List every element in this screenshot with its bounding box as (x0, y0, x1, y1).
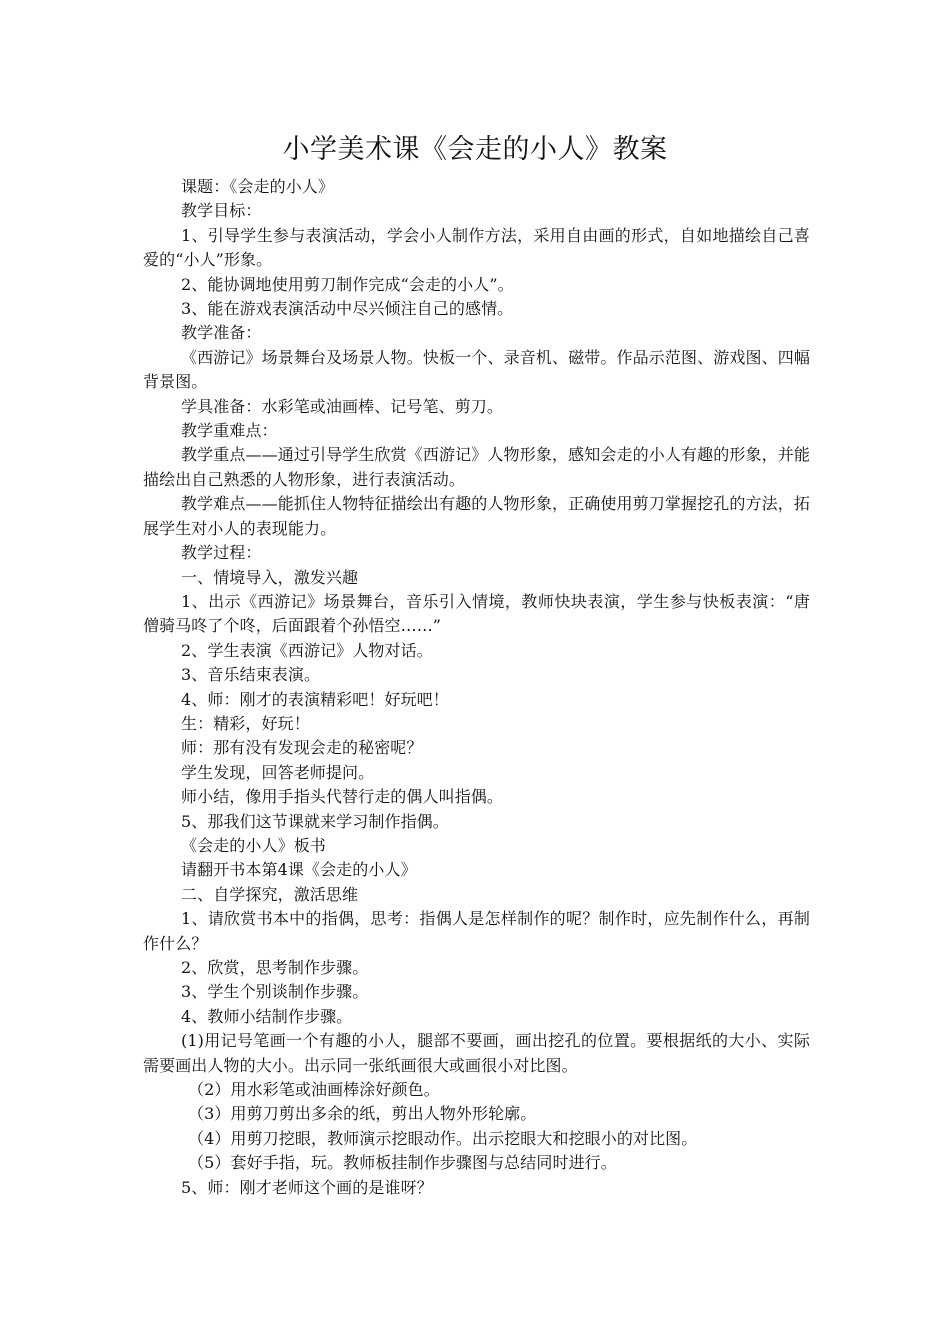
paragraph-step-1-2: 2、学生表演《西游记》人物对话。 (181, 640, 433, 660)
paragraph-student-tools: 学具准备：水彩笔或油画棒、记号笔、剪刀。 (181, 396, 504, 416)
document-title: 小学美术课《会走的小人》教案 (282, 134, 668, 165)
paragraph-step-1-4: 4、师：刚才的表演精彩吧！好玩吧！ (181, 689, 449, 709)
paragraph-student-reply: 生：精彩，好玩！ (181, 713, 310, 733)
paragraph-substep-2: （2）用水彩笔或油画棒涂好颜色。 (188, 1080, 440, 1100)
heading-section-2: 二、自学探究，激活思维 (181, 884, 359, 904)
paragraph-step-2-2: 2、欣赏，思考制作步骤。 (181, 958, 369, 977)
heading-objectives: 教学目标： (181, 201, 262, 221)
paragraph-substep-4: （4）用剪刀挖眼，教师演示挖眼动作。出示挖眼大和挖眼小的对比图。 (188, 1128, 698, 1148)
paragraph-step-1-5: 5、那我们这节课就来学习制作指偶。 (181, 811, 449, 831)
paragraph-difficult-point: 教学难点——能抓住人物特征描绘出有趣的人物形象，正确使用剪刀掌握挖孔的方法，拓展学生对小人的表现能力。 (143, 494, 810, 538)
paragraph-step-1-3: 3、音乐结束表演。 (181, 665, 321, 685)
paragraph-teacher-summary: 师小结，像用手指头代替行走的偶人叫指偶。 (181, 787, 504, 807)
heading-section-1: 一、情境导入，激发兴趣 (181, 567, 359, 587)
paragraph-open-book: 请翻开书本第4课《会走的小人》 (181, 860, 417, 880)
paragraph-step-2-3: 3、学生个别谈制作步骤。 (181, 982, 369, 1002)
paragraph-step-2-1: 1、请欣赏书本中的指偶，思考：指偶人是怎样制作的呢？制作时，应先制作什么，再制作什么？ (143, 909, 810, 953)
paragraph-objective-3: 3、能在游戏表演活动中尽兴倾注自己的感情。 (181, 299, 514, 319)
paragraph-substep-5: （5）套好手指，玩。教师板挂制作步骤图与总结同时进行。 (188, 1153, 617, 1173)
paragraph-substep-1: (1)用记号笔画一个有趣的小人，腿部不要画，画出挖孔的位置。要根据纸的大小、实际需要画出人物的大小。出示同一张纸画很大或画很小对比图。 (143, 1031, 810, 1075)
paragraph-substep-3: （3）用剪刀剪出多余的纸，剪出人物外形轮廓。 (188, 1104, 537, 1124)
paragraph-step-2-5: 5、师：刚才老师这个画的是谁呀？ (181, 1177, 433, 1197)
paragraph-preparation: 《西游记》场景舞台及场景人物。快板一个、录音机、磁带。作品示范图、游戏图、四幅背景图。 (143, 347, 810, 392)
paragraph-objective-2: 2、能协调地使用剪刀制作完成“会走的小人”。 (181, 274, 514, 294)
paragraph-step-2-4: 4、教师小结制作步骤。 (181, 1006, 353, 1026)
paragraph-topic: 课题：《会走的小人》 (181, 177, 335, 196)
document-body (143, 175, 810, 1200)
paragraph-key-point: 教学重点——通过引导学生欣赏《西游记》人物形象，感知会走的小人有趣的形象，并能描绘出自己熟悉的人物形象，进行表演活动。 (143, 445, 810, 489)
heading-key-points: 教学重难点： (181, 421, 278, 441)
paragraph-teacher-question: 师：那有没有发现会走的秘密呢？ (181, 738, 423, 758)
heading-process: 教学过程： (181, 543, 262, 563)
heading-preparation: 教学准备： (181, 323, 262, 343)
paragraph-board-title: 《会走的小人》板书 (181, 835, 326, 855)
paragraph-step-1-1: 1、出示《西游记》场景舞台，音乐引入情境，教师快块表演，学生参与快板表演：“唐僧骑马咚了个咚，后面跟着个孙悟空……” (143, 591, 810, 636)
paragraph-objective-1: 1、引导学生参与表演活动，学会小人制作方法，采用自由画的形式，自如地描绘自己喜爱的“小人”形象。 (143, 225, 810, 270)
paragraph-student-answer: 学生发现，回答老师提问。 (181, 762, 375, 782)
